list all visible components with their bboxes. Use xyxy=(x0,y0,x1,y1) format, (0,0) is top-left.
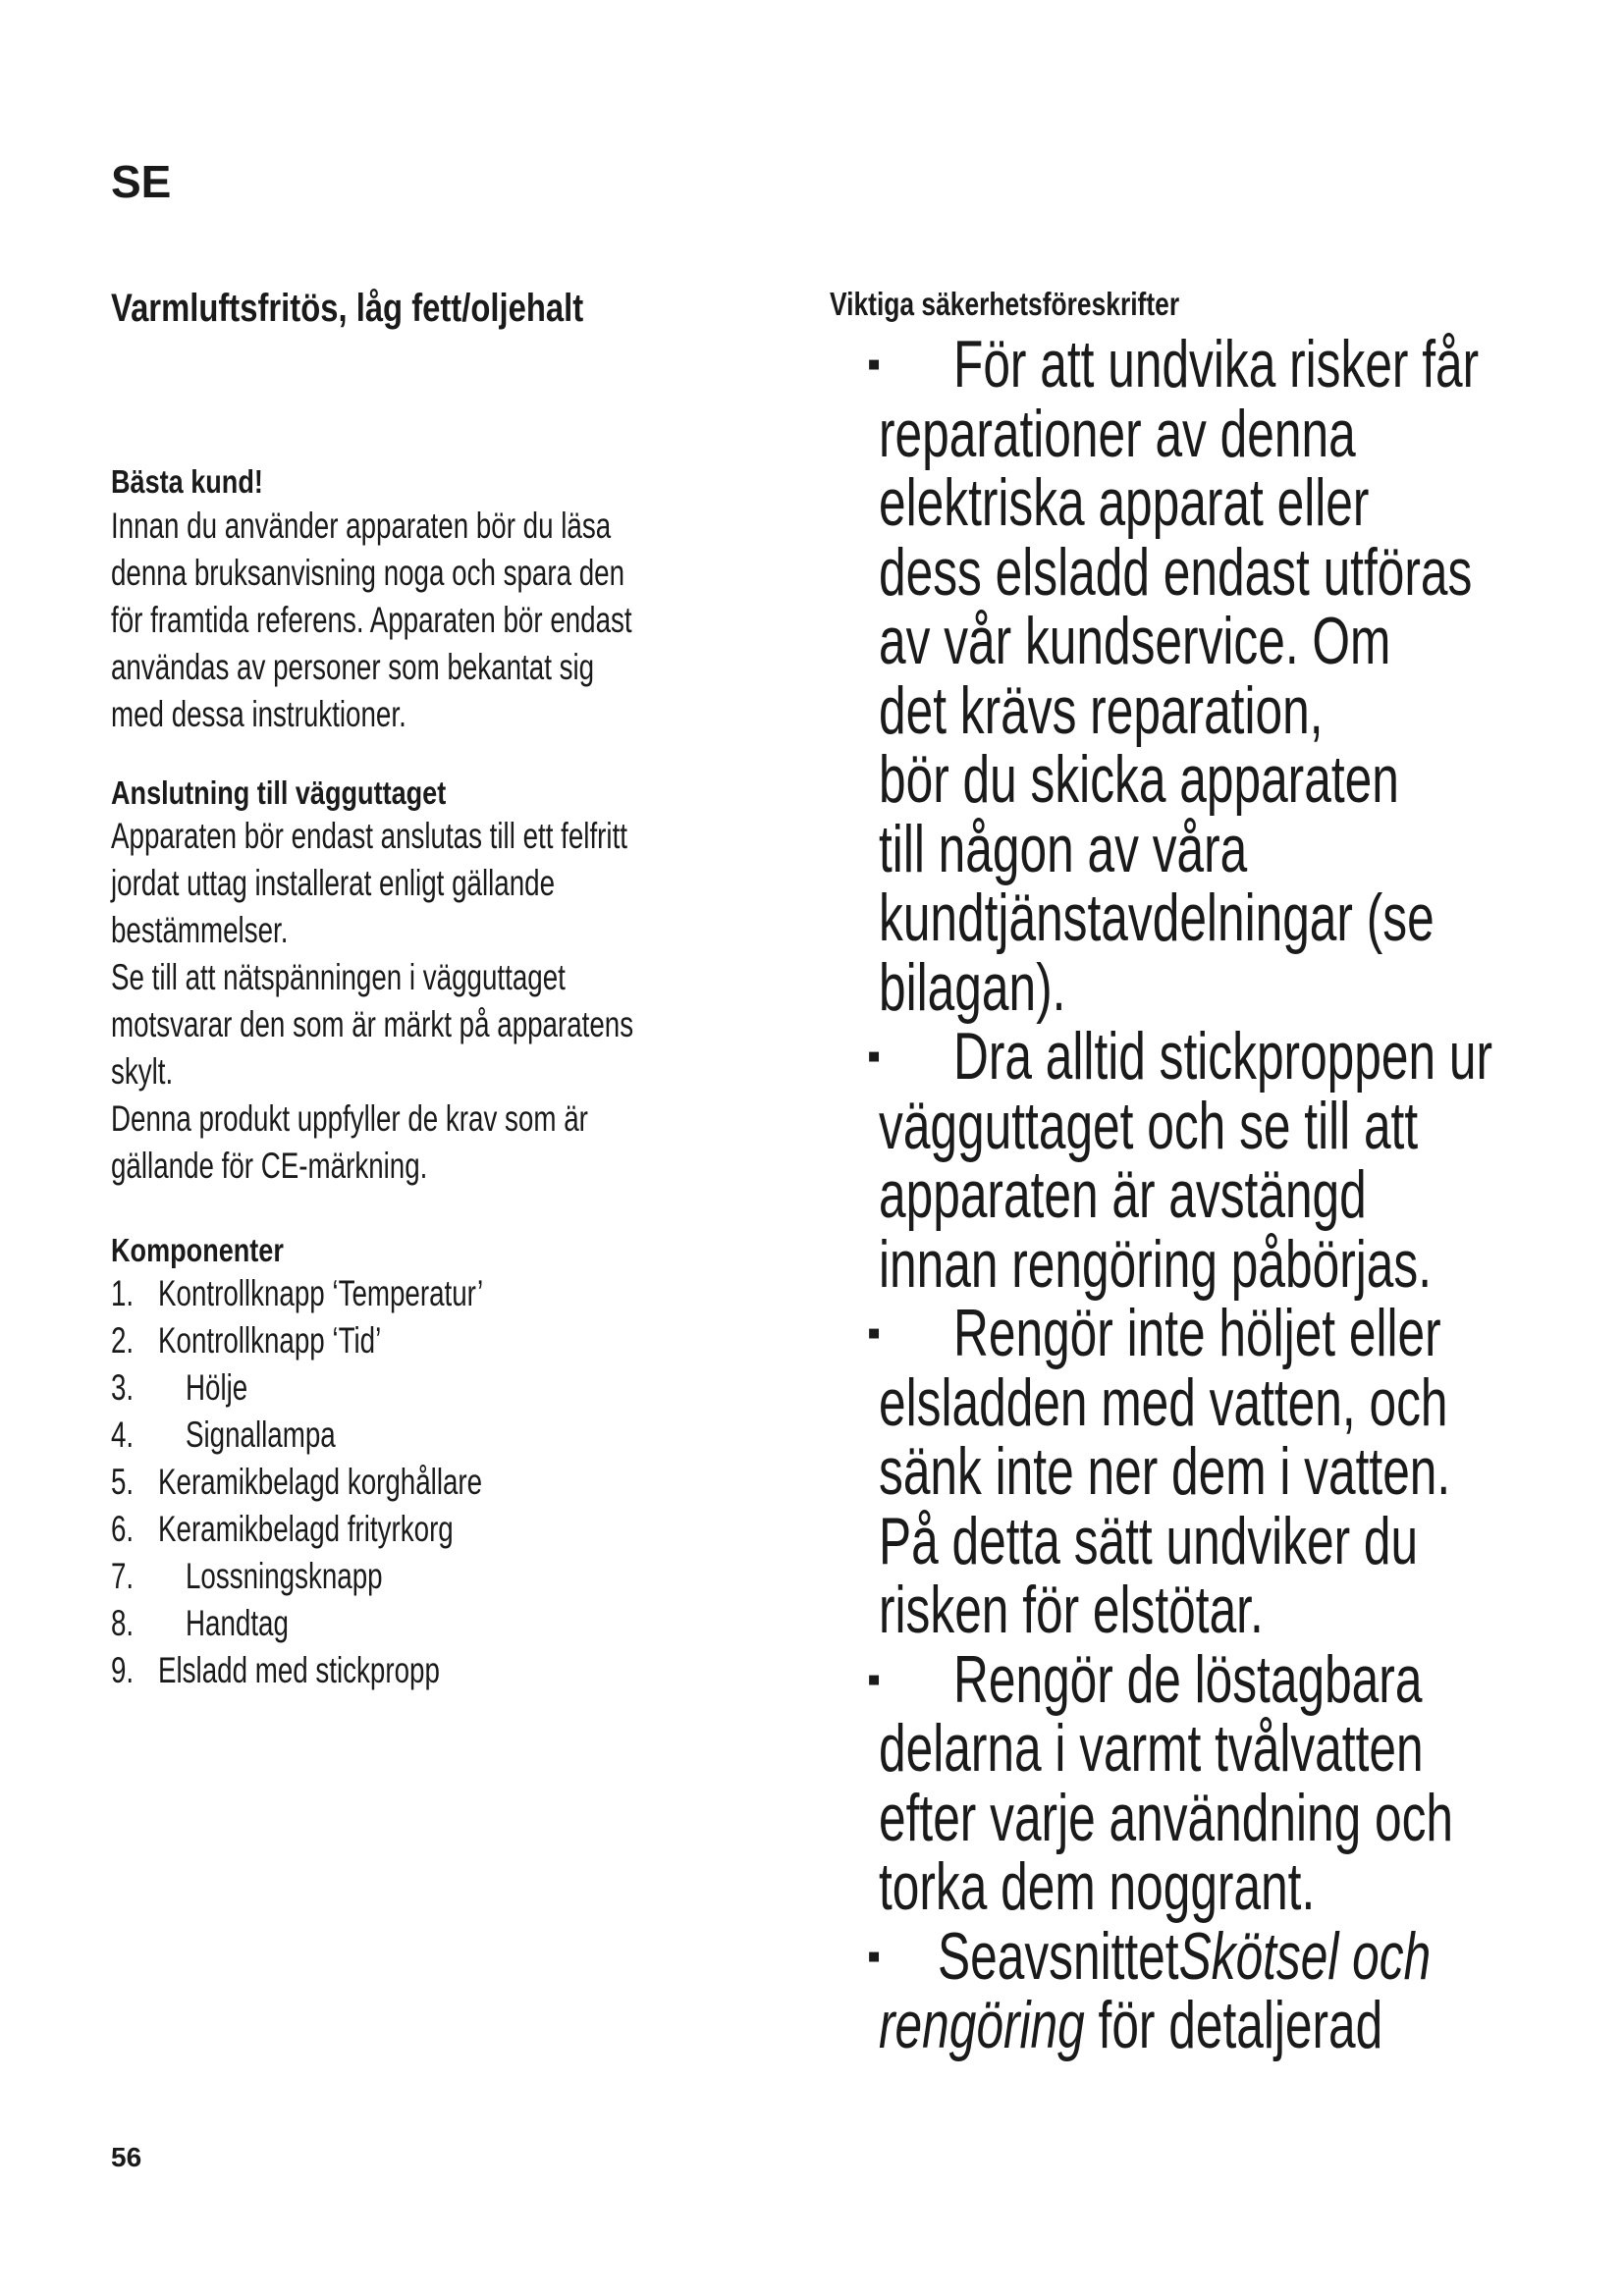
safety-line: innan rengöring påbörjas. xyxy=(879,1226,1432,1302)
connection-line: bestämmelser. xyxy=(111,910,289,950)
reference-section-name-cont: rengöring xyxy=(879,1988,1085,2062)
bullet-marker: ▪ xyxy=(867,1035,882,1078)
component-number: 7. xyxy=(111,1556,135,1596)
greeting-line: för framtida referens. Apparaten bör endast xyxy=(111,600,632,640)
safety-line: sänk inte ner dem i vatten. xyxy=(879,1434,1451,1509)
document-title: Varmluftsfritös, låg fett/oljehalt xyxy=(111,287,584,330)
components-heading: Komponenter xyxy=(111,1232,284,1268)
safety-line: delarna i varmt tvålvatten xyxy=(879,1711,1424,1786)
component-number: 1. xyxy=(111,1273,135,1313)
component-number: 4. xyxy=(111,1415,135,1455)
safety-bullet-line xyxy=(830,1296,1596,1370)
safety-line: bilagan). xyxy=(879,949,1066,1025)
connection-line: Denna produkt uppfyller de krav som är xyxy=(111,1098,588,1139)
bullet-marker: ▪ xyxy=(867,1934,882,1978)
component-item xyxy=(111,1506,798,1553)
connection-line: Se till att nätspänningen i vägguttaget xyxy=(111,957,566,997)
safety-bullet-line xyxy=(830,1918,1596,1994)
reference-section-name: Skötsel och xyxy=(1178,1918,1432,1994)
component-item xyxy=(111,1317,798,1364)
safety-line: torka dem noggrant. xyxy=(879,1849,1316,1924)
page-number: 56 xyxy=(111,2142,142,2172)
safety-line xyxy=(830,1988,1596,2062)
component-text: Signallampa xyxy=(186,1415,336,1455)
safety-line: risken för elstötar. xyxy=(879,1573,1264,1647)
bullet-marker: ▪ xyxy=(867,343,882,386)
safety-bullet-line xyxy=(830,327,1596,401)
greeting-line: denna bruksanvisning noga och spara den xyxy=(111,553,625,593)
connection-line: jordat uttag installerat enligt gällande xyxy=(111,863,556,903)
components-section xyxy=(111,1231,798,1694)
safety-text: Dra alltid stickproppen ur xyxy=(953,1019,1493,1094)
component-number: 8. xyxy=(111,1603,135,1643)
component-item xyxy=(111,1647,798,1694)
safety-line: apparaten är avstängd xyxy=(879,1157,1367,1232)
right-column xyxy=(830,285,1596,2060)
component-item xyxy=(111,1600,798,1647)
safety-line: till någon av våra xyxy=(879,811,1248,886)
connection-line: skylt. xyxy=(111,1051,174,1092)
safety-line: elektriska apparat eller xyxy=(879,465,1370,540)
safety-line: På detta sätt undviker du xyxy=(879,1503,1419,1578)
component-item xyxy=(111,1270,798,1317)
safety-line: det krävs reparation, xyxy=(879,672,1324,748)
connection-line: Apparaten bör endast anslutas till ett felfritt xyxy=(111,816,628,856)
safety-line: av vår kundservice. Om xyxy=(879,604,1391,678)
component-number: 5. xyxy=(111,1462,135,1502)
safety-bullet-line xyxy=(830,1019,1596,1094)
safety-line: reparationer av denna xyxy=(879,396,1356,471)
component-number: 6. xyxy=(111,1509,135,1549)
component-item xyxy=(111,1553,798,1600)
connection-line: motsvarar den som är märkt på apparatens xyxy=(111,1004,634,1044)
greeting-section xyxy=(111,461,798,738)
bullet-marker: ▪ xyxy=(867,1311,882,1355)
safety-line: dess elsladd endast utföras xyxy=(879,534,1473,610)
greeting-line: med dessa instruktioner. xyxy=(111,694,406,734)
language-code: SE xyxy=(111,156,172,207)
safety-line: bör du skicka apparaten xyxy=(879,742,1399,817)
greeting-line: användas av personer som bekantat sig xyxy=(111,647,595,687)
component-text: Keramikbelagd korghållare xyxy=(158,1462,483,1502)
component-text: Hölje xyxy=(186,1367,248,1408)
greeting-line: Innan du använder apparaten bör du läsa xyxy=(111,506,612,546)
safety-line: vägguttaget och se till att xyxy=(879,1088,1419,1163)
bullet-marker: ▪ xyxy=(867,1657,882,1701)
reference-prefix: Seavsnittet xyxy=(938,1918,1179,1994)
component-number: 2. xyxy=(111,1320,135,1361)
safety-line: kundtjänstavdelningar (se xyxy=(879,881,1435,955)
safety-line: efter varje användning och xyxy=(879,1780,1454,1855)
reference-suffix: för detaljerad xyxy=(1084,1988,1383,2062)
connection-line: gällande för CE-märkning. xyxy=(111,1146,428,1186)
safety-list xyxy=(830,327,1596,2062)
component-item xyxy=(111,1364,798,1412)
greeting-heading: Bästa kund! xyxy=(111,463,263,500)
safety-text: Rengör inte höljet eller xyxy=(953,1296,1441,1370)
safety-text: Rengör de löstagbara xyxy=(953,1641,1423,1717)
connection-heading: Anslutning till vägguttaget xyxy=(111,774,447,811)
safety-line: elsladden med vatten, och xyxy=(879,1364,1448,1440)
component-number: 3. xyxy=(111,1367,135,1408)
component-text: Kontrollknapp ‘Temperatur’ xyxy=(158,1273,484,1313)
component-text: Keramikbelagd frityrkorg xyxy=(158,1509,454,1549)
left-column xyxy=(111,285,798,1694)
component-number: 9. xyxy=(111,1650,135,1690)
connection-section xyxy=(111,774,798,1190)
component-text: Kontrollknapp ‘Tid’ xyxy=(158,1320,382,1361)
safety-text: För att undvika risker får xyxy=(953,327,1480,401)
component-item xyxy=(111,1459,798,1506)
safety-heading: Viktiga säkerhetsföreskrifter xyxy=(830,286,1180,322)
component-text: Lossningsknapp xyxy=(186,1556,383,1596)
component-text: Elsladd med stickpropp xyxy=(158,1650,440,1690)
component-text: Handtag xyxy=(186,1603,289,1643)
safety-bullet-line xyxy=(830,1641,1596,1717)
component-item xyxy=(111,1412,798,1459)
safety-text xyxy=(938,1918,1432,1994)
